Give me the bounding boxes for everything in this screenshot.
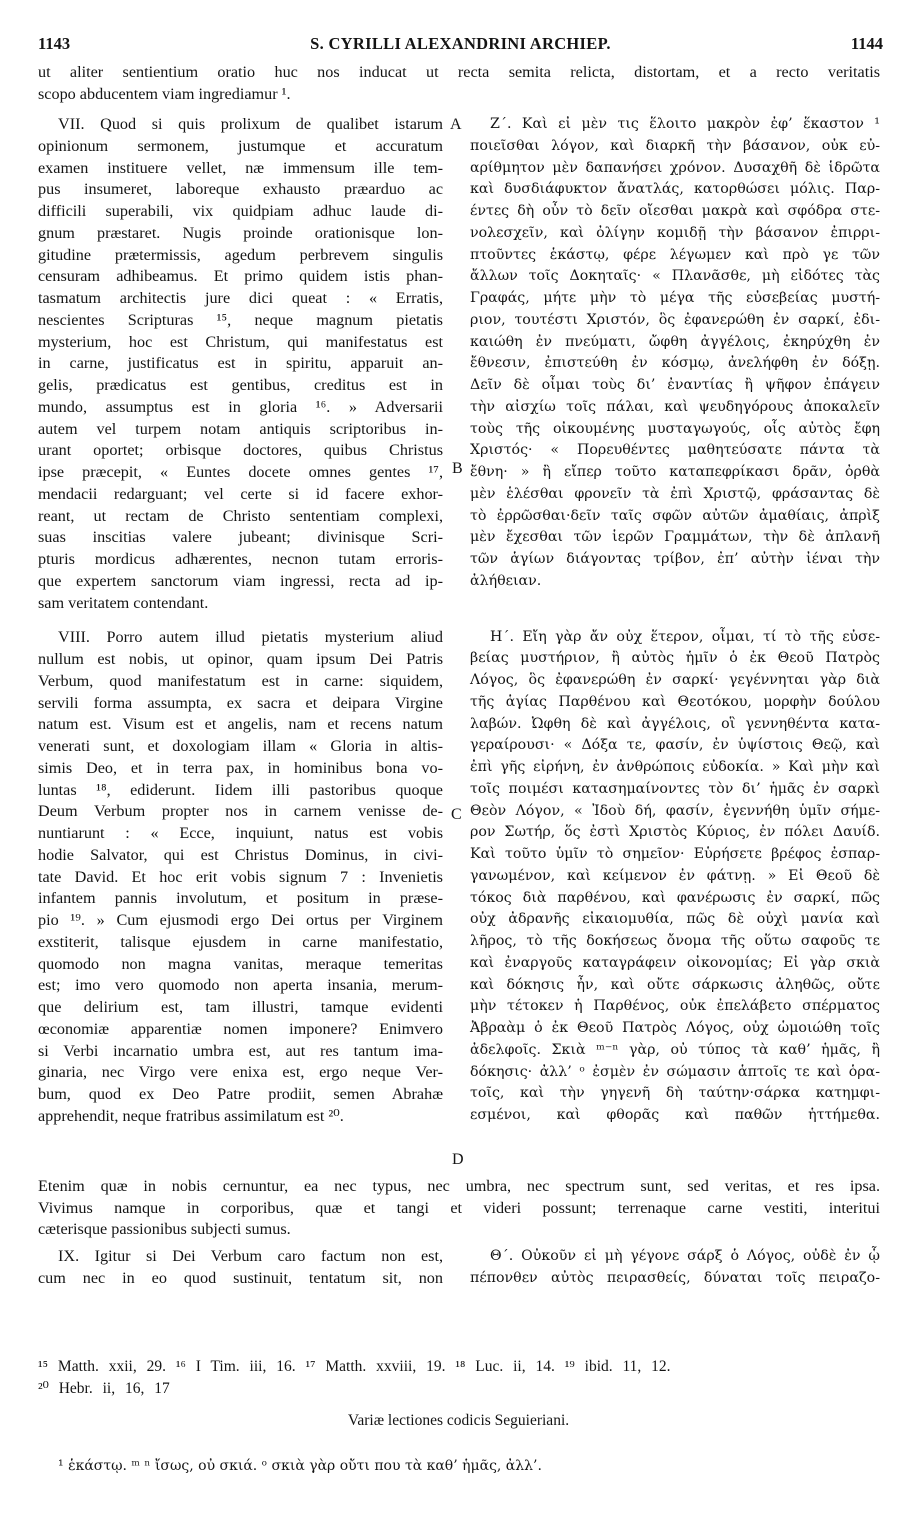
greek-line: καὶ δυσδιάφυκτον ἄνατλάς, κατορθώσει μόλις. Παρ- — [470, 181, 880, 198]
greek-ix-line: πέπονθεν αὐτὸς πειρασθείς, δύναται τοῖς πειραζο- — [470, 1269, 880, 1286]
greek-ix-line: Θ΄. Οὐκοῦν εἰ μὴ γέγονε σάρξ ὁ Λόγος, οὐδὲ ἐν ᾧ — [490, 1248, 880, 1264]
outro-line: Vivimus namque in corporibus, quæ et tangi et videri possunt; terrenaque carne vestiti, interitui — [38, 1198, 880, 1217]
latin-line: nullum est nobis, ut opinor, quam ipsum Dei Patris — [38, 650, 443, 668]
latin-line: sam veritatem contendant. — [38, 593, 209, 612]
left-page-number: 1143 — [38, 34, 71, 53]
greek-line: τὴν αἰσχίω τοῖς πάλαι, καὶ ψευδηγόρους ἀποκαλεῖν — [470, 398, 880, 415]
latin-line: mundo, assumptus est in gloria ¹⁶. » Adversarii — [38, 397, 443, 416]
greek-line: έντες δὴ οὖν τὸ δεῖν οἴεσθαι μακρὰ καὶ σφόδρα στε- — [470, 203, 880, 219]
greek-line: μὲν ἑλέσθαι φρονεῖν τὰ ἐπὶ Χριστῷ, φράσαντας δὲ — [470, 485, 880, 502]
latin-line: autem vel turpem notam antiquis scriptoribus in- — [38, 419, 443, 438]
greek-line: ἄλλων τοῖς Δοκηταῖς· « Πλανᾶσθε, μὴ εἰδότες τὰς — [470, 268, 880, 285]
greek-line: τοὺς τῆς οἰκουμένης μυσταγωγούς, οἷς αὐτὸς ἔφη — [470, 420, 880, 437]
latin-line: que expertem sanctorum viam ingressi, recta ad ip- — [38, 571, 443, 590]
greek-line: καὶ δόκησις ἦν, καὶ οὔτε σάρκωσις ἀληθῶς, οὔτε — [470, 976, 880, 993]
intro-line: ut aliter sentientium oratio huc nos inducat ut recta semita relicta, distortam, et a recto veritatis — [38, 63, 880, 81]
greek-line: τοῖς, καὶ τὴν γηγενῆ δὴ ταύτην·σάρκα κατημφι- — [470, 1085, 880, 1102]
greek-line: ἔθνη· » ἢ εἴπερ τοῦτο καταπεφρίκασι δρᾶν, ὀρθὰ — [470, 464, 880, 480]
latin-ix-line: IX. Igitur si Dei Verbum caro factum non est, — [58, 1247, 443, 1265]
latin-line: ginaria, nec Virgo vere enixa est, ergo neque Ver- — [38, 1063, 443, 1082]
right-page-number: 1144 — [850, 34, 883, 53]
latin-line: reant, ut rectam de Christo sententiam complexi, — [38, 506, 443, 525]
latin-line: bum, quod ex Deo Patre prodiit, semen Abrahæ — [38, 1085, 443, 1103]
footnote-line: ²⁰ Hebr. ii, 16, 17 — [38, 1380, 170, 1397]
latin-line: nuntiarunt : « Ecce, inquiunt, natus est vobis — [38, 824, 443, 842]
greek-line: τὸ ἐρρῶσθαι·δεῖν ταῖς σφῶν αὐτῶν ἀμαθίαις, ἀπρὶξ — [470, 507, 880, 524]
greek-line: αρίθμητον μὲν δαπανήσει χρόνον. Δυσαχθῆ δὲ ἱδρῶτα — [470, 159, 880, 176]
greek-line: ἀδελφοῖς. Σκιὰ ᵐ⁻ⁿ γὰρ, οὐ τύπος τὰ καθ’ ἡμᾶς, ἢ — [470, 1041, 880, 1058]
greek-line: λαβών. Ὠφθη δὲ καὶ ἀγγέλοις, οἳ γεννηθέντα κατα- — [470, 715, 880, 732]
greek-line: τοῖς ποιμέσι κατασημαίνοντες τὸν δι’ ἡμᾶς ἐν σαρκὶ — [470, 780, 880, 797]
latin-line: gnum præstaret. Nugis proinde orationisque lon- — [38, 223, 443, 242]
latin-line: tate David. Et hoc erit vobis signum 7 : Invenietis — [38, 867, 443, 886]
paragraph-gap — [470, 593, 880, 627]
greek-line: γανωμένον, καὶ κείμενον ἐν φάτνῃ. » Εἰ Θεοῦ δὲ — [470, 867, 880, 884]
latin-line: suas inscitias valere jubeant; divinisque Scri- — [38, 528, 443, 547]
margin-letter-c: C — [451, 806, 462, 823]
latin-line: exstiterit, talisque ejusdem in carne manifestatio, — [38, 932, 443, 951]
latin-line: quomodo non magna vanitas, meraque temeritas — [38, 954, 443, 973]
greek-line: Λόγος, ὃς ἐφανερώθη ἐν σαρκί· γεγέννηται γὰρ διὰ — [470, 672, 880, 688]
latin-line: censuram adhibeamus. Et primo quidem istis phan- — [38, 267, 443, 286]
margin-letter-b: B — [452, 460, 463, 477]
latin-line: hodie Salvator, qui est Christus Dominus, in civi- — [38, 845, 443, 864]
greek-column — [470, 114, 880, 1127]
latin-column — [38, 114, 443, 1128]
greek-line: τῆς ἁγίας Παρθένου καὶ Θεοτόκου, μορφὴν δούλου — [470, 693, 880, 710]
variae-lectiones-title: Variæ lectiones codicis Seguieriani. — [347, 1412, 570, 1429]
latin-section-ix — [38, 1246, 443, 1290]
latin-line: Deum Verbum propter nos in carnem venisse de- — [38, 802, 443, 821]
greek-line: πτοῦντες ἑκάστῳ, φέρε λέγωμεν καὶ πρὸ γε τῶν — [470, 246, 880, 263]
paragraph-gap — [38, 614, 443, 627]
latin-line: opinionum sermonem, justumque et accuratum — [38, 136, 443, 155]
latin-line: nescientes Scripturas ¹⁵, neque magnum pietatis — [38, 310, 443, 329]
greek-line: τόκος διὰ παρθένου, καὶ φανέρωσις ἐν σαρκί, πῶς — [470, 889, 880, 906]
greek-line: ἐπὶ γῆς εἰρήνη, ἐν ἀνθρώποις εὐδοκία. » Καὶ μὴν καὶ — [470, 759, 880, 775]
latin-line: ipse præcepit, « Euntes docete omnes gentes ¹⁷, — [38, 463, 443, 481]
latin-line: in carne, justificatus est in spiritu, apparuit an- — [38, 354, 443, 373]
latin-line: gelis, prædicatus est gentibus, creditus est in — [38, 376, 443, 394]
outro-paragraph — [38, 1176, 880, 1241]
latin-line: natum est. Visum est et angelis, nam et recens natum — [38, 715, 443, 734]
latin-line: pturis mordicus adhærentes, necnon tutam erroris- — [38, 550, 443, 568]
greek-line: Ζ΄. Καὶ εἰ μὲν τις ἕλοιτο μακρὸν ἐφ’ ἕκαστον ¹ — [490, 116, 880, 132]
running-header — [38, 34, 883, 58]
latin-line: venerati sunt, et doxologiam illam « Gloria in altis- — [38, 737, 443, 755]
latin-line: VII. Quod si quis prolixum de qualibet istarum — [58, 115, 443, 133]
greek-line: Χριστός· « Πορευθέντες μαθητεύσατε πάντα τὰ — [470, 442, 880, 459]
greek-line: εσμένοι, καὶ φθορᾶς καὶ παθῶν ἡττήμεθα. — [470, 1107, 880, 1123]
greek-line: δόκησις· ἀλλ’ ᵒ ἐσμὲν ἐν σώμασιν ἁπτοῖς τε καὶ ὁρα- — [470, 1063, 880, 1080]
outro-line: cæterisque passionibus subjecti sumus. — [38, 1220, 291, 1239]
greek-line: βείας μυστήριον, ἢ αὐτὸς ἡμῖν ὁ ἐκ Θεοῦ Πατρὸς — [470, 650, 880, 667]
greek-line: μὲν ἔχεσθαι τῶν ἱερῶν Γραμμάτων, τὴν δὲ ἀπλανῆ — [470, 529, 880, 546]
greek-line: ἀλήθειαν. — [470, 572, 542, 589]
greek-line: ρον Σωτήρ, ὅς ἐστὶ Χριστὸς Κύριος, ἐν πόλει Δαυίδ. — [470, 824, 880, 841]
greek-line: ριον, τουτέστι Χριστόν, ὃς ἐφανερώθη ἐν σαρκί, ἐδι- — [470, 311, 880, 328]
latin-line: VIII. Porro autem illud pietatis mysterium aliud — [58, 628, 443, 647]
greek-line: Ἀβραὰμ ὁ ἐκ Θεοῦ Πατρὸς Λόγος, οὐχ ὡμοιώθη τοῖς — [470, 1020, 880, 1036]
greek-line: οὐχ ἀδρανῆς εἰκαιομυθία, πῶς δὲ οὐχὶ μανία καὶ — [470, 911, 880, 928]
latin-line: servili forma assumpta, ex sacra et deipara Virgine — [38, 693, 443, 712]
latin-line: tasmatum architectis jure dici queat : « Erratis, — [38, 289, 443, 307]
latin-line: urant oportet; orbisque doctores, quibus Christus — [38, 441, 443, 460]
greek-line: ποιεῖσθαι λόγον, καὶ διαρκῆ τὴν βάσανον, οὐκ εὐ- — [470, 137, 880, 154]
latin-line: simis Deo, et in terra pax, in hominibus bona vo- — [38, 758, 443, 777]
greek-line: μὴν τέτοκεν ἡ Παρθένος, οὐκ ἐπελάβετο σπέρματος — [470, 998, 880, 1015]
intro-line: scopo abducentem viam ingrediamur ¹. — [38, 84, 291, 103]
latin-line: apprehendit, neque fratribus assimilatum est ²⁰. — [38, 1106, 344, 1125]
footnotes — [38, 1356, 880, 1400]
greek-line: Δεῖν δὲ οἶμαι τοὺς δι’ ἐναντίας ἢ ψῆφον ἐπάγειν — [470, 377, 880, 393]
margin-letter-d: D — [452, 1151, 464, 1168]
latin-line: luntas ¹⁸, ediderunt. Iidem illi pastoribus quoque — [38, 780, 443, 799]
greek-line: Η΄. Εἴη γὰρ ἄν οὐχ ἕτερον, οἶμαι, τί τὸ τῆς εὐσε- — [490, 628, 880, 645]
greek-line: λῆρος, τὸ τῆς δοκήσεως ὄνομα τῆς οὕτω σαφοῦς τε — [470, 933, 880, 949]
greek-line: Θεὸν Λόγον, « Ἰδοὺ δή, φασίν, ἐγεννήθη ὑμῖν σήμε- — [470, 802, 880, 819]
running-title: S. CYRILLI ALEXANDRINI ARCHIEP. — [310, 34, 611, 53]
latin-line: infantem pannis involutum, et positum in præse- — [38, 889, 443, 908]
outro-line: Etenim quæ in nobis cernuntur, ea nec typus, nec umbra, nec spectrum sunt, sed veritas, et res ipsa. — [38, 1177, 880, 1195]
latin-line: si Verbi incarnatio umbra est, aut res tantum ima- — [38, 1041, 443, 1060]
greek-line: ἔθνεσιν, ἐπιστεύθη ἐν κόσμῳ, ἀνελήφθη ἐν δόξῃ. — [470, 355, 880, 372]
latin-line: pio ¹⁹. » Cum ejusmodi ergo Dei ortus per Virginem — [38, 911, 443, 929]
greek-line: καὶ ἐναργοῦς καταγράφειν οἰκονομίας; Εἰ γὰρ σκιὰ — [470, 954, 880, 971]
greek-section-ix — [470, 1246, 880, 1290]
intro-paragraph — [38, 62, 880, 105]
footnote-line: ¹⁵ Matth. xxii, 29. ¹⁶ I Tim. iii, 16. ¹⁷ Matth. xxviii, 19. ¹⁸ Luc. ii, 14. ¹⁹ ibid. 11, 12. — [38, 1358, 671, 1375]
greek-line: Γραφάς, μήτε μὴν τὸ μέγα τῆς εὐσεβείας μυστή- — [470, 290, 880, 306]
latin-line: œconomiæ apparentiæ nomen imponere? Enimvero — [38, 1019, 443, 1038]
margin-letter-a: A — [450, 116, 462, 133]
greek-line: τῶν ἁγίων διάγοντας τρίβον, ἐπ’ αὐτὴν ἰέναι τὴν — [470, 551, 880, 567]
variae-lectiones-text: ¹ ἑκάστῳ. ᵐ ⁿ ἴσως, οὐ σκιά. ᵒ σκιὰ γὰρ οὔτι που τὰ καθ’ ἡμᾶς, ἀλλ’. — [58, 1458, 542, 1474]
latin-line: Verbum, quod manifestatum est in carne: siquidem, — [38, 671, 443, 690]
latin-ix-line: cum nec in eo quod sustinuit, tentatum sit, non — [38, 1268, 443, 1287]
latin-line: pus insumeret, laboreque exhausto præarduo ac — [38, 180, 443, 199]
latin-line: que delirium est, tam illustri, tamque evidenti — [38, 998, 443, 1016]
greek-line: καιώθη ἐν πνεύματι, ὤφθη ἀγγέλοις, ἐκηρύχθη ἐν — [470, 333, 880, 350]
latin-line: mendacii redarguant; vel certe si id facere exhor- — [38, 484, 443, 503]
latin-line: mysterium, hoc est Christum, qui manifestatus est — [38, 332, 443, 351]
latin-line: difficili superabili, vix quidpiam adhuc laude di- — [38, 202, 443, 220]
latin-line: gitudine prætermissis, agedum perbrevem singulis — [38, 245, 443, 264]
latin-line: examen instituere vellet, næ immensum ille tem- — [38, 158, 443, 177]
greek-line: Καὶ τοῦτο ὑμῖν τὸ σημεῖον· Εὑρήσετε βρέφος ἐσπαρ- — [470, 846, 880, 862]
latin-line: est; imo vero quomodo non aperta insania, merum- — [38, 976, 443, 995]
greek-line: γεραίρουσι· « Δόξα τε, φασίν, ἐν ὑψίστοις Θεῷ, καὶ — [470, 737, 880, 754]
greek-line: νολεσχεῖν, καὶ ὀλίγην κομιδῇ τὴν βάσανον ἐπιρρι- — [470, 224, 880, 241]
